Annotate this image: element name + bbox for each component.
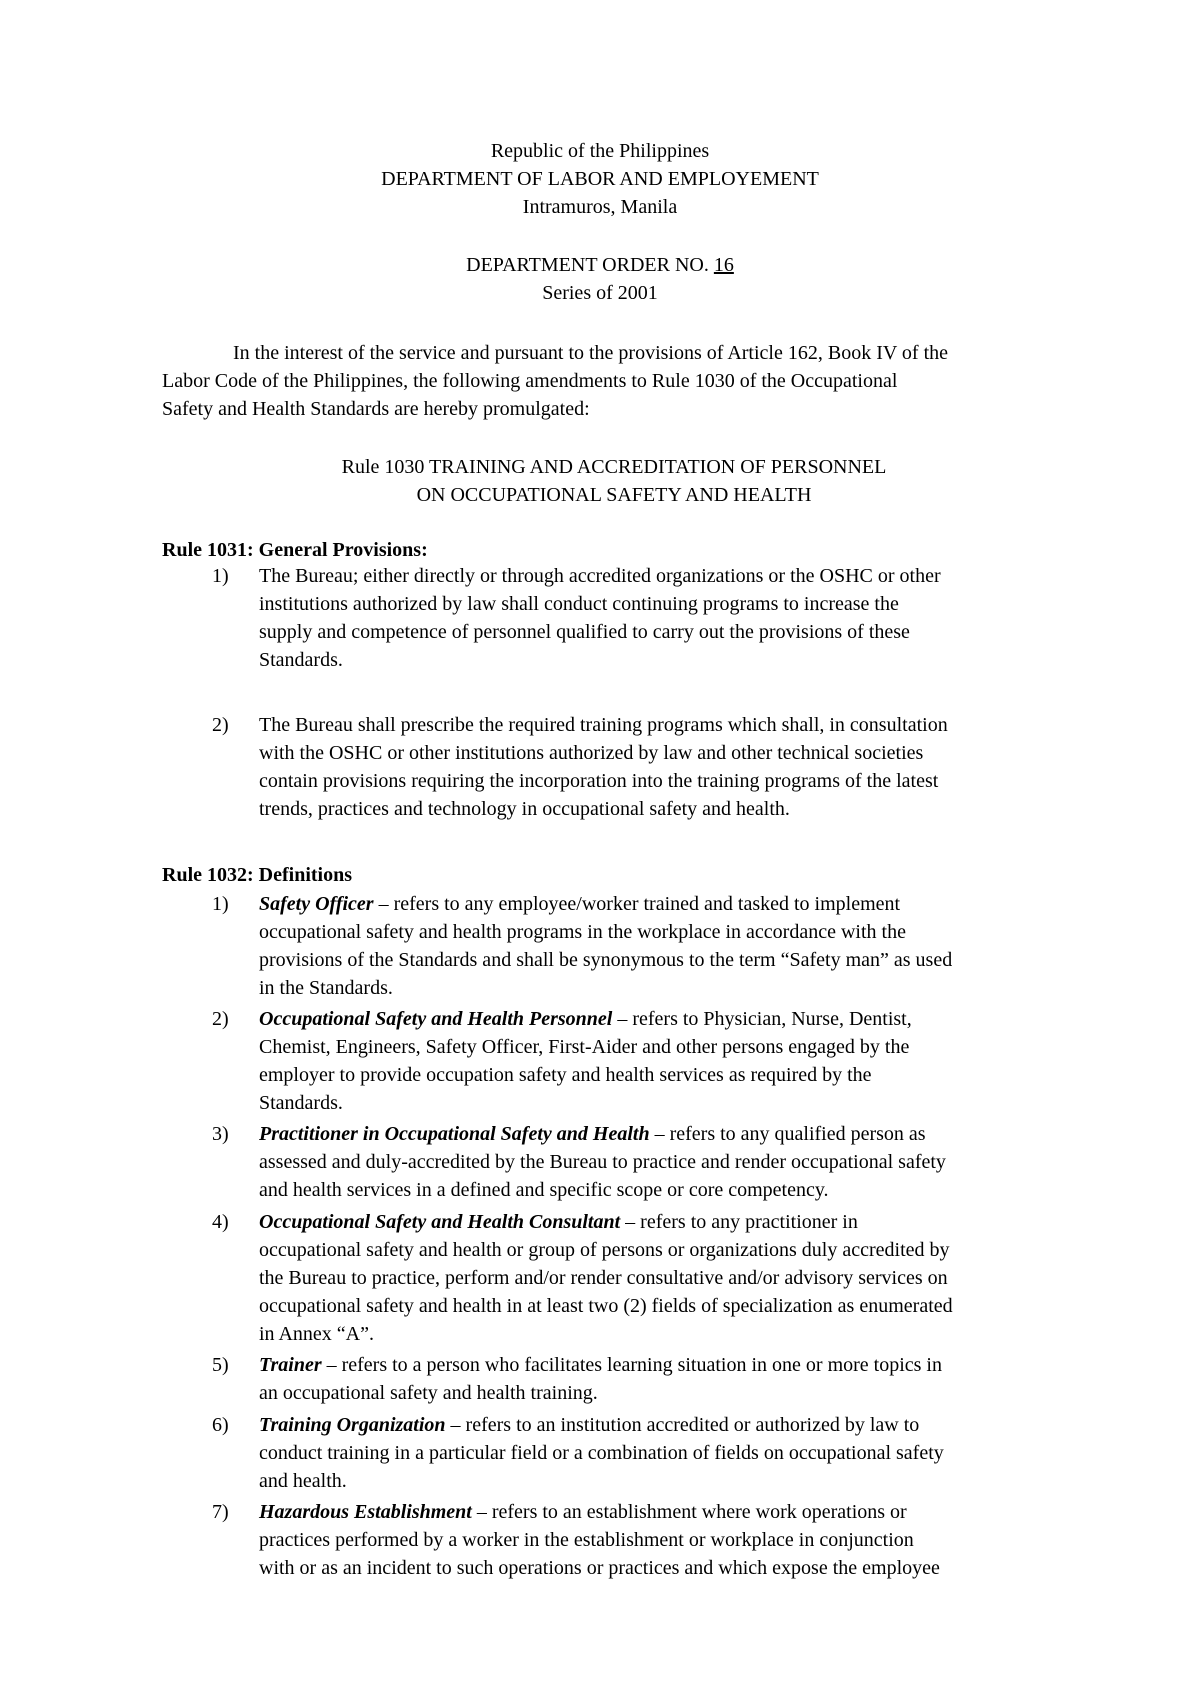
rule-title-line-2: ON OCCUPATIONAL SAFETY AND HEALTH xyxy=(416,484,812,506)
intro-line: In the interest of the service and pursuant to the provisions of Article 162, Book IV of the xyxy=(233,342,949,364)
item-text xyxy=(259,1351,1119,1407)
item-line xyxy=(259,1351,1119,1379)
item-line: employer to provide occupation safety and health services as required by the xyxy=(259,1064,872,1086)
intro-line: Labor Code of the Philippines, the following amendments to Rule 1030 of the Occupational xyxy=(162,370,898,392)
rule-1030-title xyxy=(0,453,1200,509)
defined-term: Training Organization xyxy=(259,1414,446,1436)
item-line: and health. xyxy=(259,1470,347,1492)
item-line: with the OSHC or other institutions authorized by law and other technical societies xyxy=(259,742,924,764)
item-text xyxy=(259,1411,1119,1495)
item-line: conduct training in a particular field or a combination of fields on occupational safety xyxy=(259,1442,944,1464)
item-line: the Bureau to practice, perform and/or render consultative and/or advisory services on xyxy=(259,1267,948,1289)
document-header xyxy=(0,137,1200,221)
item-line: an occupational safety and health training. xyxy=(259,1382,598,1404)
term-definition: – refers to any qualified person as xyxy=(649,1123,926,1145)
item-line: Chemist, Engineers, Safety Officer, First-Aider and other persons engaged by the xyxy=(259,1036,910,1058)
item-text xyxy=(259,562,1119,674)
item-line: The Bureau shall prescribe the required training programs which shall, in consultation xyxy=(259,714,948,736)
order-number-line xyxy=(0,251,1200,279)
series-line: Series of 2001 xyxy=(542,282,658,304)
item-text xyxy=(259,1005,1119,1117)
item-line xyxy=(259,1005,1119,1033)
item-line: in the Standards. xyxy=(259,977,393,999)
intro-line: Safety and Health Standards are hereby promulgated: xyxy=(162,398,590,420)
item-number: 1) xyxy=(212,565,229,587)
rule-1032-heading: Rule 1032: Definitions xyxy=(162,864,352,886)
item-line: provisions of the Standards and shall be synonymous to the term “Safety man” as used xyxy=(259,949,953,971)
item-text xyxy=(259,1120,1119,1204)
order-number: 16 xyxy=(713,254,734,276)
item-line: The Bureau; either directly or through accredited organizations or the OSHC or other xyxy=(259,565,941,587)
term-definition: – refers to an institution accredited or authorized by law to xyxy=(445,1414,920,1436)
item-line: assessed and duly-accredited by the Bureau to practice and render occupational safety xyxy=(259,1151,946,1173)
item-line xyxy=(259,890,1119,918)
item-number: 2) xyxy=(212,714,229,736)
item-line: Standards. xyxy=(259,1092,343,1114)
department-order xyxy=(0,251,1200,307)
rule-title-line-1: Rule 1030 TRAINING AND ACCREDITATION OF PERSONNEL xyxy=(341,456,887,478)
department-line: DEPARTMENT OF LABOR AND EMPLOYEMENT xyxy=(381,168,819,190)
item-line: with or as an incident to such operations or practices and which expose the employee xyxy=(259,1557,940,1579)
item-text xyxy=(259,890,1119,1002)
defined-term: Safety Officer xyxy=(259,893,374,915)
defined-term: Occupational Safety and Health Personnel xyxy=(259,1008,613,1030)
item-line xyxy=(259,1120,1119,1148)
term-definition: – refers to any employee/worker trained and tasked to implement xyxy=(373,893,901,915)
term-definition: – refers to an establishment where work operations or xyxy=(471,1501,907,1523)
item-line: institutions authorized by law shall conduct continuing programs to increase the xyxy=(259,593,899,615)
defined-term: Trainer xyxy=(259,1354,322,1376)
item-line xyxy=(259,1498,1119,1526)
rule-1031-heading: Rule 1031: General Provisions: xyxy=(162,539,428,561)
item-line xyxy=(259,1208,1119,1236)
item-line: occupational safety and health in at least two (2) fields of specialization as enumerated xyxy=(259,1295,953,1317)
item-line: practices performed by a worker in the establishment or workplace in conjunction xyxy=(259,1529,914,1551)
term-definition: – refers to Physician, Nurse, Dentist, xyxy=(612,1008,912,1030)
item-line: and health services in a defined and specific scope or core competency. xyxy=(259,1179,829,1201)
item-line: occupational safety and health or group of persons or organizations duly accredited by xyxy=(259,1239,950,1261)
item-number: 2) xyxy=(212,1008,229,1030)
term-definition: – refers to any practitioner in xyxy=(620,1211,858,1233)
item-line xyxy=(259,1411,1119,1439)
location-line: Intramuros, Manila xyxy=(522,196,678,218)
term-definition: – refers to a person who facilitates learning situation in one or more topics in xyxy=(321,1354,942,1376)
item-number: 6) xyxy=(212,1414,229,1436)
defined-term: Occupational Safety and Health Consultant xyxy=(259,1211,621,1233)
item-number: 3) xyxy=(212,1123,229,1145)
intro-paragraph xyxy=(162,339,1082,423)
item-text xyxy=(259,1208,1119,1348)
item-number: 1) xyxy=(212,893,229,915)
item-text xyxy=(259,1498,1119,1582)
defined-term: Hazardous Establishment xyxy=(259,1501,472,1523)
item-text xyxy=(259,711,1119,823)
item-number: 4) xyxy=(212,1211,229,1233)
item-line: supply and competence of personnel qualified to carry out the provisions of these xyxy=(259,621,910,643)
republic-line: Republic of the Philippines xyxy=(490,140,710,162)
item-line: occupational safety and health programs in the workplace in accordance with the xyxy=(259,921,906,943)
item-line: Standards. xyxy=(259,649,343,671)
item-line: contain provisions requiring the incorporation into the training programs of the latest xyxy=(259,770,939,792)
defined-term: Practitioner in Occupational Safety and Health xyxy=(259,1123,650,1145)
item-number: 7) xyxy=(212,1501,229,1523)
item-line: in Annex “A”. xyxy=(259,1323,374,1345)
item-number: 5) xyxy=(212,1354,229,1376)
order-label: DEPARTMENT ORDER NO. xyxy=(466,254,714,276)
item-line: trends, practices and technology in occupational safety and health. xyxy=(259,798,790,820)
